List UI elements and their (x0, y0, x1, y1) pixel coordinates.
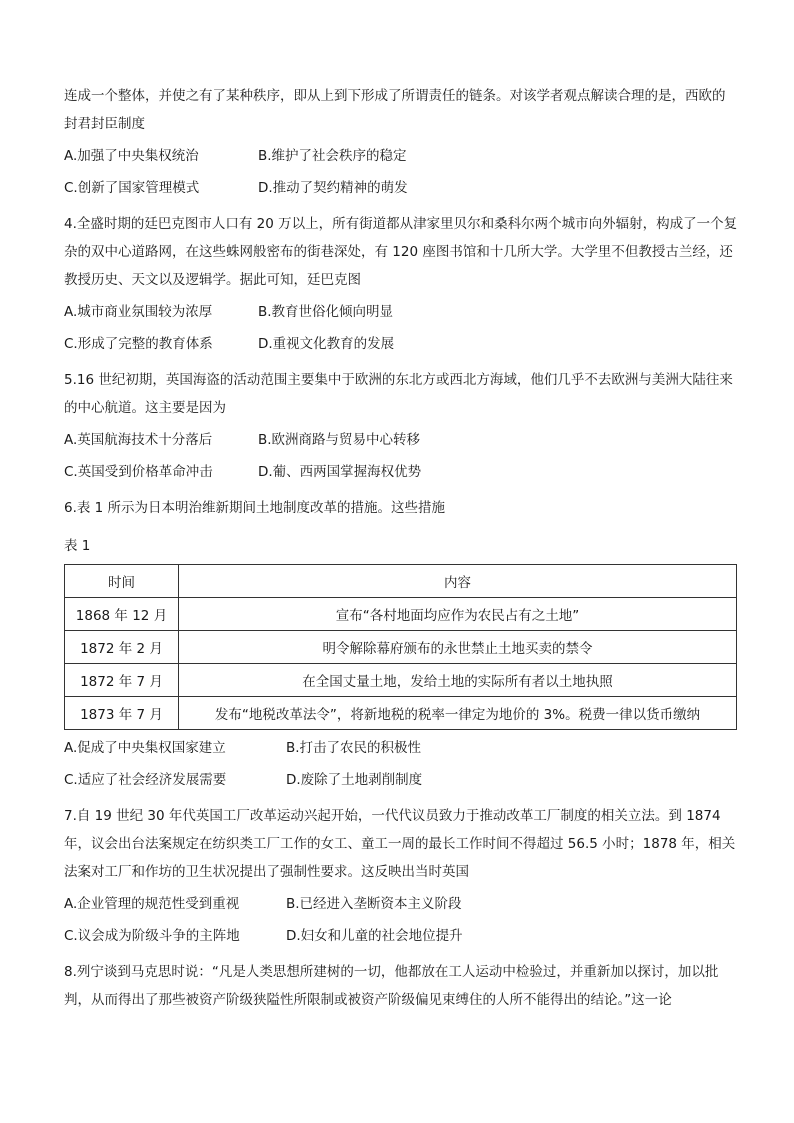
table-caption: 表 1 (64, 538, 91, 554)
option-b[interactable]: B.维护了社会秩序的稳定 (258, 148, 407, 164)
question-5-options-row-1 (64, 426, 738, 454)
cell-time: 1868 年 12 月 (65, 598, 179, 631)
question-3-stem: 连成一个整体，并使之有了某种秩序，即从上到下形成了所谓责任的链条。对该学者观点解读合理的是，西欧的封君封臣制度 (64, 88, 726, 132)
option-a[interactable]: A.英国航海技术十分落后 (64, 432, 213, 448)
land-reform-table (64, 564, 737, 730)
question-4-options-row-1 (64, 298, 738, 326)
option-c[interactable]: C.创新了国家管理模式 (64, 180, 200, 196)
option-b[interactable]: B.教育世俗化倾向明显 (258, 304, 394, 320)
option-b[interactable]: B.欧洲商路与贸易中心转移 (258, 432, 421, 448)
question-6-options-row-2 (64, 766, 738, 794)
table-row (65, 598, 737, 631)
option-b[interactable]: B.打击了农民的积极性 (286, 740, 422, 756)
cell-time: 1872 年 2 月 (65, 631, 179, 664)
question-4-stem: 4.全盛时期的廷巴克图市人口有 20 万以上，所有街道都从津家里贝尔和桑科尔两个城市向外辐射，构成了一个复杂的双中心道路网，在这些蛛网般密布的街巷深处，有 120 座图书馆和十几所大学。大学里不但教授古兰经，还教授历史、天文以及逻辑学。据此可知，廷巴克图 (64, 216, 738, 288)
option-a[interactable]: A.加强了中央集权统治 (64, 148, 199, 164)
cell-time: 1873 年 7 月 (65, 697, 179, 730)
table-row (65, 631, 737, 664)
option-a[interactable]: A.促成了中央集权国家建立 (64, 740, 226, 756)
question-4-options-row-2 (64, 330, 738, 358)
cell-content: 在全国丈量土地，发给土地的实际所有者以土地执照 (179, 664, 737, 697)
option-c[interactable]: C.适应了社会经济发展需要 (64, 772, 227, 788)
table-row (65, 664, 737, 697)
option-d[interactable]: D.葡、西两国掌握海权优势 (258, 464, 422, 480)
option-d[interactable]: D.推动了契约精神的萌发 (258, 180, 408, 196)
option-c[interactable]: C.英国受到价格革命冲击 (64, 464, 213, 480)
question-7-options-row-2 (64, 922, 738, 950)
cell-content: 明令解除幕府颁布的永世禁止土地买卖的禁令 (179, 631, 737, 664)
option-a[interactable]: A.企业管理的规范性受到重视 (64, 896, 240, 912)
option-d[interactable]: D.废除了土地剥削制度 (286, 772, 423, 788)
question-3-options-row-1 (64, 142, 738, 170)
question-3-options-row-2 (64, 174, 738, 202)
question-5-stem: 5.16 世纪初期，英国海盗的活动范围主要集中于欧洲的东北方或西北方海域，他们几乎不去欧洲与美洲大陆往来的中心航道。这主要是因为 (64, 372, 733, 416)
cell-content: 宣布“各村地面均应作为农民占有之土地” (179, 598, 737, 631)
question-6-options-row-1 (64, 734, 738, 762)
option-b[interactable]: B.已经进入垄断资本主义阶段 (286, 896, 462, 912)
question-6-stem: 6.表 1 所示为日本明治维新期间土地制度改革的措施。这些措施 (64, 500, 446, 516)
exam-page (64, 82, 738, 1014)
question-7-stem: 7.自 19 世纪 30 年代英国工厂改革运动兴起开始，一代代议员致力于推动改革工厂制度的相关立法。到 1874 年，议会出台法案规定在纺织类工厂工作的女工、童工一周的最长工作时间不得超过 56.5 小时；1878 年，相关法案对工厂和作坊的卫生状况提出了强制性要求。这反映出当时英国 (64, 808, 736, 880)
table-header-row (65, 565, 737, 598)
option-c[interactable]: C.议会成为阶级斗争的主阵地 (64, 928, 240, 944)
option-d[interactable]: D.妇女和儿童的社会地位提升 (286, 928, 463, 944)
option-c[interactable]: C.形成了完整的教育体系 (64, 336, 213, 352)
question-5-options-row-2 (64, 458, 738, 486)
question-8-stem: 8.列宁谈到马克思时说：“凡是人类思想所建树的一切，他都放在工人运动中检验过，并重新加以探讨，加以批判，从而得出了那些被资产阶级狭隘性所限制或被资产阶级偏见束缚住的人所不能得出的结论。”这一论 (64, 964, 719, 1008)
header-content: 内容 (179, 565, 737, 598)
cell-time: 1872 年 7 月 (65, 664, 179, 697)
option-d[interactable]: D.重视文化教育的发展 (258, 336, 395, 352)
option-a[interactable]: A.城市商业氛围较为浓厚 (64, 304, 213, 320)
question-7-options-row-1 (64, 890, 738, 918)
header-time: 时间 (65, 565, 179, 598)
cell-content: 发布“地税改革法令”，将新地税的税率一律定为地价的 3%。税费一律以货币缴纳 (179, 697, 737, 730)
table-row (65, 697, 737, 730)
